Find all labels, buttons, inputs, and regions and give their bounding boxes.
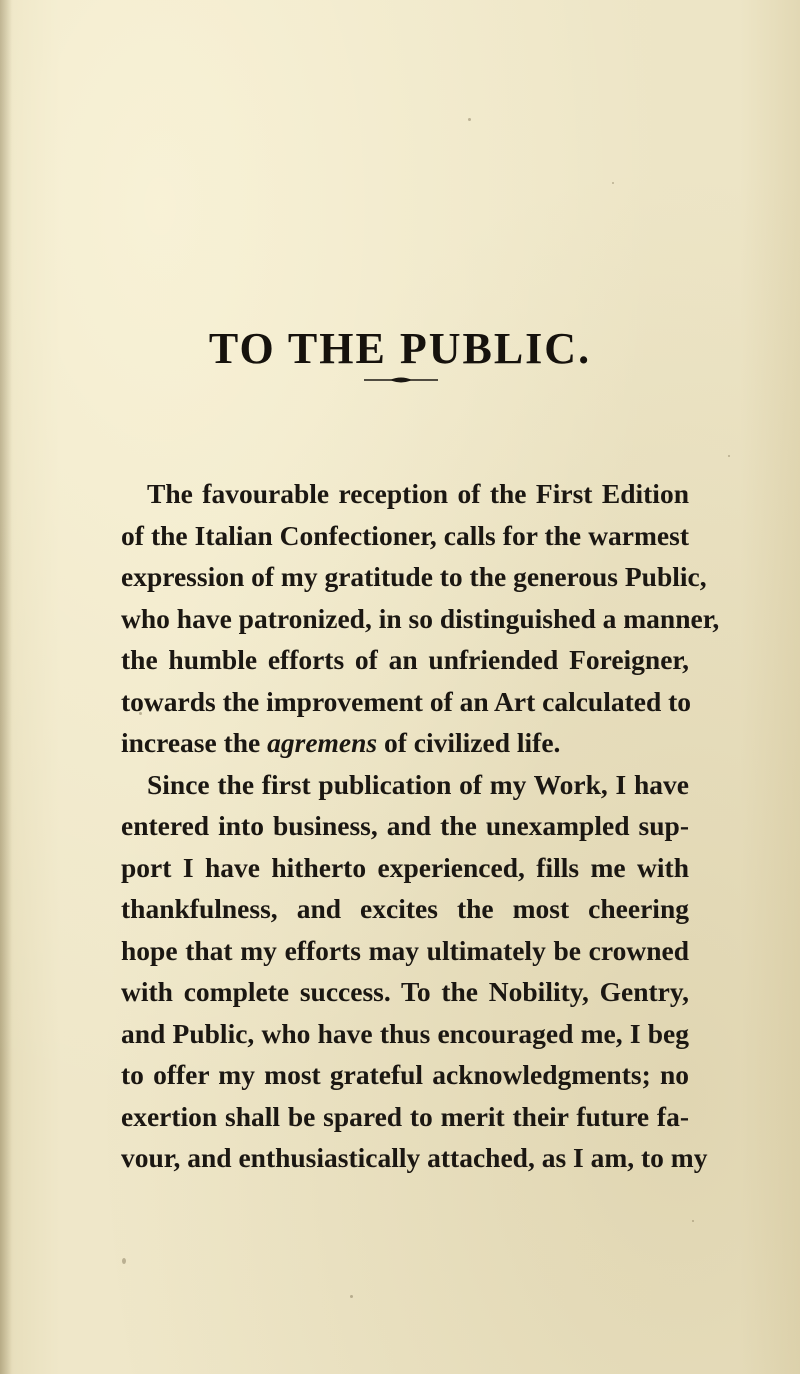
- text-line: The favourable reception of the First Edition: [147, 478, 689, 509]
- text-line: Since the first publication of my Work, I have: [147, 768, 689, 800]
- text-line: [121, 722, 689, 764]
- text-line: the humble efforts of an unfriended Foreigner,: [121, 644, 689, 675]
- paragraph-1: [121, 473, 720, 764]
- text-line: towards the improvement of an Art calculated to: [121, 685, 692, 717]
- text-line: entered into business, and the unexampled sup-: [121, 810, 689, 841]
- text-line: to offer my most grateful acknowledgments; no: [121, 1059, 689, 1090]
- text-line: with complete success. To the Nobility, Gentry,: [121, 976, 689, 1007]
- preface-text: [121, 473, 720, 1179]
- text-line: and Public, who have thus encouraged me, I beg: [121, 1017, 689, 1049]
- text-line: thankfulness, and excites the most cheering: [121, 893, 689, 924]
- text-line: port I have hitherto experienced, fills me with: [121, 851, 689, 883]
- text-fragment: increase the: [121, 727, 261, 758]
- text-line: exertion shall be spared to merit their future fa-: [121, 1100, 689, 1132]
- italic-word: agremens: [267, 727, 378, 758]
- text-line: of the Italian Confectioner, calls for the warmest: [121, 519, 689, 551]
- paragraph-2: [121, 764, 708, 1179]
- page-title: TO THE PUBLIC.: [208, 324, 592, 374]
- text-line: expression of my gratitude to the generous Public,: [121, 561, 707, 592]
- spine-shadow: [0, 0, 12, 1374]
- text-line: who have patronized, in so distinguished a manner,: [121, 602, 720, 634]
- text-line: hope that my efforts may ultimately be crowned: [121, 934, 689, 966]
- title-ornament: [364, 376, 438, 384]
- text-line: vour, and enthusiastically attached, as I am, to my: [121, 1142, 708, 1173]
- text-fragment: of civilized life.: [384, 727, 561, 758]
